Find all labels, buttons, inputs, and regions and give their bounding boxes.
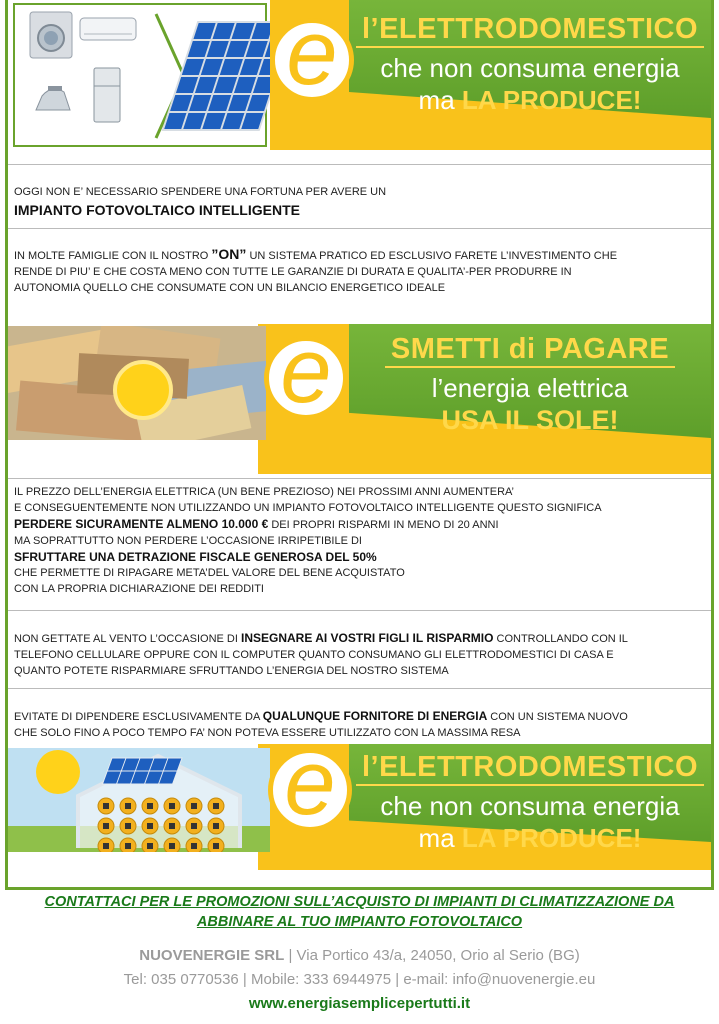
banner-title: SMETTI di PAGARE — [385, 332, 675, 368]
company-contacts: Tel: 035 0770536 | Mobile: 333 6944975 | e-mail: info@nuovenergie.eu — [123, 971, 596, 988]
banner-title: l’ELETTRODOMESTICO — [356, 12, 704, 48]
e-logo — [264, 324, 348, 422]
banner-house-appliance-text — [349, 750, 711, 854]
intro-block — [8, 184, 711, 218]
company-address: NUOVENERGIE SRL | Via Portico 43/a, 24050, Orio al Serio (BG) — [139, 947, 580, 964]
company-name: NUOVENERGIE SRL — [139, 947, 285, 964]
banner-house-appliance — [8, 744, 711, 870]
e-letter-icon: e — [286, 2, 338, 104]
fridge-icon — [94, 68, 120, 122]
banner-title: l’ELETTRODOMESTICO — [356, 750, 704, 786]
sun-icon — [36, 750, 80, 794]
avoid-block: EVITATE DI DIPENDERE ESCLUSIVAMENTE DA QUALUNQUE FORNITORE DI ENERGIA CON UN SISTEMA NUOVO CHE SOLO FINO A POCO TEMPO FA’ NON POTEVA ESSERE UTILIZZATO CON LA MASSIMA RESA — [14, 709, 628, 739]
banner-stop-paying-text — [349, 332, 711, 436]
cta-line-1: CONTATTACI PER LE PROMOZIONI SULL’ACQUISTO DI IMPIANTI DI CLIMATIZZAZIONE DA — [44, 894, 675, 910]
e-letter-icon: e — [280, 324, 332, 422]
intro-line-1: OGGI NON E’ NECESSARIO SPENDERE UNA FORTUNA PER AVERE UN — [14, 186, 387, 198]
banner-line-2: che non consuma energia — [380, 791, 680, 821]
house-appliances-illustration — [8, 748, 270, 852]
teach-block: NON GETTATE AL VENTO L’OCCASIONE DI INSEGNARE AI VOSTRI FIGLI IL RISPARMIO CONTROLLANDO CON IL TELEFONO CELLULARE OPPURE CON IL COMPUTER QUANTO CONSUMANO GLI ELETTRODOMESTICI DI CASA E QUANTO POTETE RISPARMIARE SFRUTTANDO L’ENERGIA DEL NOSTRO SISTEMA — [14, 631, 628, 677]
price-block: IL PREZZO DELL’ENERGIA ELETTRICA (UN BENE PREZIOSO) NEI PROSSIMI ANNI AUMENTERA’ E CONSEGUENTEMENTE NON UTILIZZANDO UN IMPIANTO FOTOVOLTAICO INTELLIGENTE QUESTO SIGNIFICA PERDERE SICURAMENTE ALMENO 10.000 € DEI PROPRI RISPARMI IN MENO DI 20 ANNI MA SOPRATTUTTO NON PERDERE L’OCCASIONE IRRIPETIBILE DI SFRUTTARE UNA DETRAZIONE FISCALE GENEROSA DEL 50% CHE PERMETTE DI RIPAGARE META’DEL VALORE DEL BENE ACQUISTATO CON LA PROPRIA DICHIARAZIONE DEI REDDITI — [14, 486, 602, 595]
banner-line-3: ma LA PRODUCE! — [418, 85, 642, 115]
banner-appliance-text — [349, 12, 711, 116]
money-sun-illustration — [8, 326, 266, 440]
banner-line-2: l’energia elettrica — [431, 373, 629, 403]
appliances-solar-illustration — [8, 0, 270, 150]
e-logo — [270, 2, 354, 104]
families-block: IN MOLTE FAMIGLIE CON IL NOSTRO ”ON” UN SISTEMA PRATICO ED ESCLUSIVO FARETE L’INVESTIMENTO CHE RENDE DI PIU’ E CHE COSTA MENO CON TUTTE LE GARANZIE DI DURATA E QUALITA’-PER PRODURRE IN AUTONOMIA QUELLO CHE CONSUMATE CON UN BILANCIO ENERGETICO IDEALE — [14, 246, 618, 294]
solar-panel-icon — [103, 758, 182, 784]
washing-machine-icon — [30, 12, 72, 58]
e-letter-icon: e — [284, 744, 336, 834]
air-conditioner-icon — [80, 18, 136, 40]
cta-line-2: ABBINARE AL TUO IMPIANTO FOTOVOLTAICO — [196, 914, 523, 930]
intro-heading: IMPIANTO FOTOVOLTAICO INTELLIGENTE — [14, 202, 300, 218]
banner-line-3: ma LA PRODUCE! — [418, 823, 642, 853]
banner-line-3: USA IL SOLE! — [441, 405, 619, 435]
banner-appliance — [8, 0, 711, 160]
banner-line-2: che non consuma energia — [380, 53, 680, 83]
banner-stop-paying — [8, 324, 711, 474]
sun-icon — [115, 362, 171, 418]
footer-cta[interactable] — [0, 892, 719, 932]
website-link[interactable]: www.energiasemplicepertutti.it — [248, 995, 471, 1012]
e-logo — [268, 744, 352, 834]
